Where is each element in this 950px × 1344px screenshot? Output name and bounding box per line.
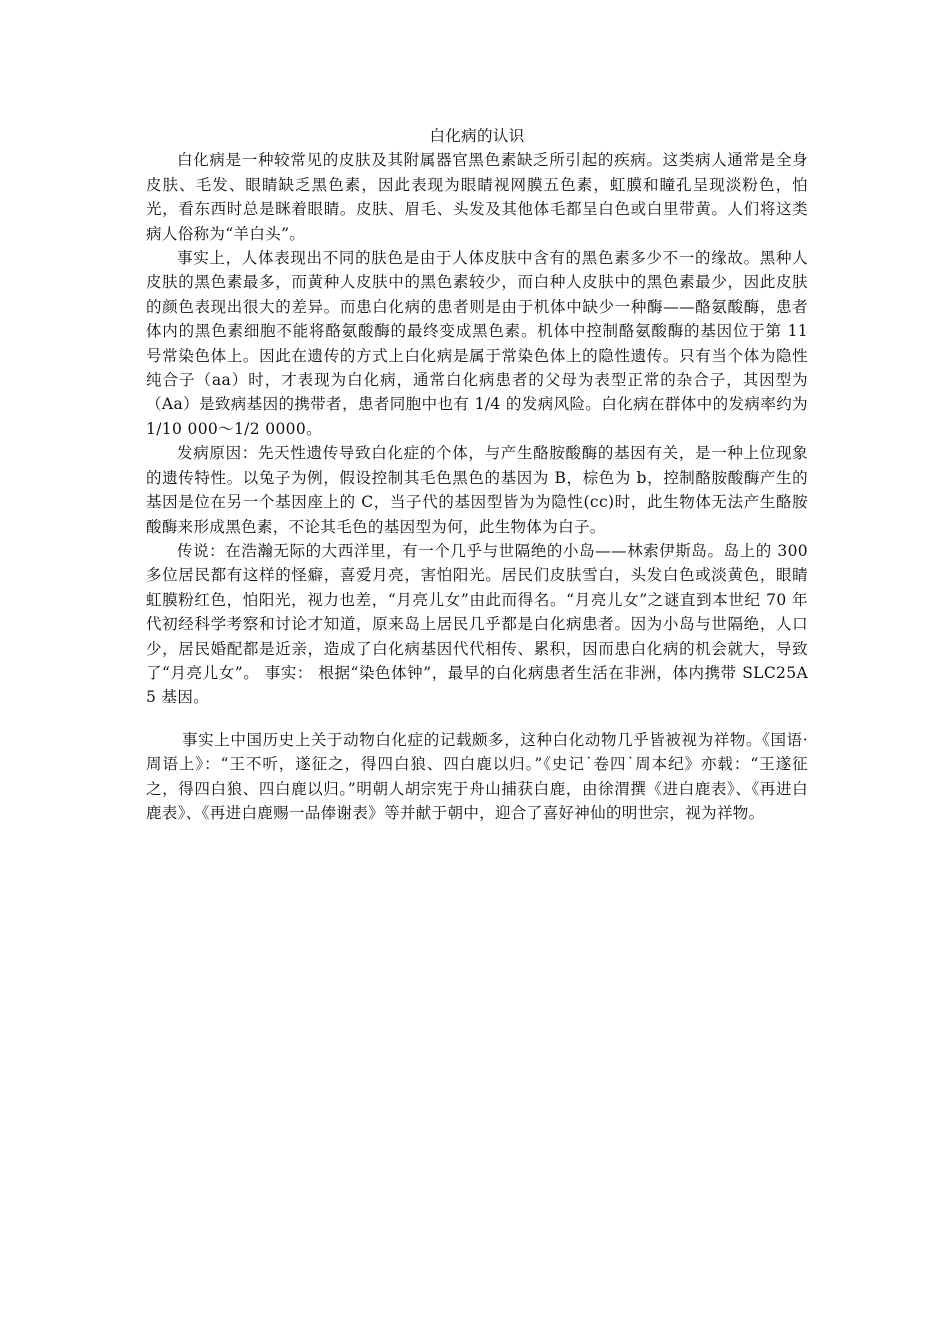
paragraph-definition: 白化病是一种较常见的皮肤及其附属器官黑色素缺乏所引起的疾病。这类病人通常是全身皮肤、毛发、眼睛缺乏黑色素，因此表现为眼睛视网膜五色素，虹膜和瞳孔呈现淡粉色，怕光，看东西时总是眯着眼睛。皮肤、眉毛、头发及其他体毛都呈白色或白里带黄。人们将这类病人俗称为“羊白头”。 (146, 151, 808, 243)
document-title: 白化病的认识 (429, 127, 525, 145)
paragraph-history: 事实上中国历史上关于动物白化症的记载颇多，这种白化动物几乎皆被视为祥物。《国语·周语上》：“王不听，遂征之，得四白狼、四白鹿以归。”《史记˙卷四˙周本纪》亦载：“王遂征之，得四白狼、四白鹿以归。”明朝人胡宗宪于舟山捕获白鹿，由徐渭撰《进白鹿表》、《再进白鹿表》、《再进白鹿赐一品俸谢表》等并献于朝中，迎合了喜好神仙的明世宗，视为祥物。 (146, 730, 808, 822)
paragraph-cause-melanin: 事实上，人体表现出不同的肤色是由于人体皮肤中含有的黑色素多少不一的缘故。黑种人皮肤的黑色素最多，而黄种人皮肤中的黑色素较少，而白种人皮肤中的黑色素最少，因此皮肤的颜色表现出很大的差异。而患白化病的患者则是由于机体中缺少一种酶——酪氨酸酶，患者体内的黑色素细胞不能将酪氨酸酶的最终变成黑色素。机体中控制酪氨酸酶的基因位于第 11 号常染色体上。因此在遗传的方式上白化病是属于常染色体上的隐性遗传。只有当个体为隐性纯合子（aa）时，才表现为白化病，通常白化病患者的父母为表型正常的杂合子，其因型为（Aa）是致病基因的携带者，患者同胞中也有 1/4 的发病风险。白化病在群体中的发病率约为 1/10 000～1/2 0000。 (146, 249, 808, 438)
paragraph-legend: 传说：在浩瀚无际的大西洋里，有一个几乎与世隔绝的小岛——林索伊斯岛。岛上的 300 多位居民都有这样的怪癖，喜爱月亮，害怕阳光。居民们皮肤雪白，头发白色或淡黄色，眼睛虹膜粉红色，怕阳光，视力也差，“月亮儿女”由此而得名。“月亮儿女”之谜直到本世纪 70 年代初经科学考察和讨论才知道，原来岛上居民几乎都是白化病患者。因为小岛与世隔绝，人口少，居民婚配都是近亲，造成了白化病基因代代相传、累积，因而患白化病的机会就大，导致了“月亮儿女”。 事实： 根据“染色体钟”，最早的白化病患者生活在非洲，体内携带 SLC25A5 基因。 (146, 541, 808, 707)
document-body (146, 124, 808, 825)
paragraph-spacer (146, 710, 808, 728)
paragraph-genetic-cause: 发病原因：先天性遗传导致白化症的个体，与产生酪胺酸酶的基因有关，是一种上位现象的遗传特性。以兔子为例，假设控制其毛色黑色的基因为 B，棕色为 b，控制酪胺酸酶产生的基因是位在另一个基因座上的 C，当子代的基因型皆为为隐性(cc)时，此生物体无法产生酪胺酸酶来形成黑色素，不论其毛色的基因型为何，此生物体为白子。 (146, 444, 808, 536)
